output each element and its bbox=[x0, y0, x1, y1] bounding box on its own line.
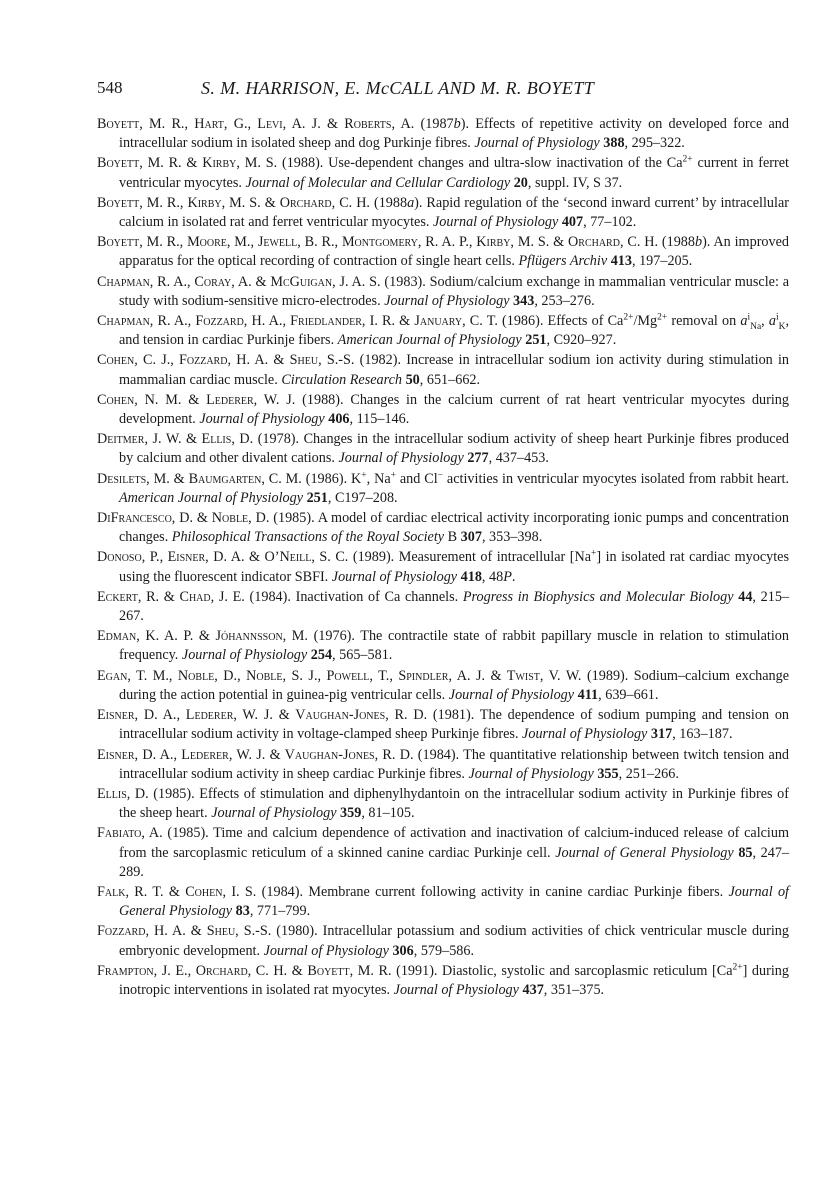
reference-authors: Edman, K. A. P. & Jóhannsson, M. bbox=[97, 628, 308, 645]
reference-text: (1986). K bbox=[301, 470, 362, 487]
reference-text: , 437–453. bbox=[488, 450, 549, 467]
subscript: Na bbox=[750, 321, 762, 332]
reference-text: (1988). Use-dependent changes and ultra-slow inactivation of the Ca bbox=[277, 155, 683, 172]
reference-text: ). Rapid regulation of the ‘second inward current’ by intracellular calcium in isolated rat and ferret ventricular myocytes. bbox=[119, 194, 789, 231]
reference-entry bbox=[97, 883, 789, 921]
reference-text: (1980). Intracellular potassium and sodium activities of chick ventricular muscle during embryonic development. bbox=[119, 923, 789, 959]
reference-volume: 437 bbox=[522, 981, 544, 998]
reference-text: (1985). Time and calcium dependence of activation and inactivation of calcium-induced release of calcium from the sarcoplasmic reticulum of a skinned canine cardiac Purkinje cell. bbox=[119, 825, 789, 861]
reference-journal: Journal of General Physiology bbox=[555, 844, 734, 861]
reference-entry bbox=[97, 627, 789, 665]
reference-text: and Cl bbox=[395, 470, 438, 487]
reference-entry bbox=[97, 351, 789, 389]
reference-journal: a bbox=[768, 313, 776, 330]
reference-authors: Boyett, M. R., Hart, G., Levi, A. J. & Roberts, A. bbox=[97, 116, 415, 132]
reference-volume: 418 bbox=[460, 568, 482, 585]
reference-text: (1984). Membrane current following activity in canine cardiac Purkinje fibers. bbox=[256, 883, 729, 900]
reference-entry bbox=[97, 962, 789, 1000]
reference-journal: Journal of Physiology bbox=[432, 214, 559, 231]
page-header bbox=[97, 78, 787, 106]
reference-text: (1976). The contractile state of rabbit papillary muscle in relation to stimulation frequency. bbox=[119, 628, 789, 664]
superscript: 2+ bbox=[623, 312, 634, 323]
reference-text: (1989). Measurement of intracellular [Na bbox=[348, 549, 591, 566]
reference-text: , 353–398. bbox=[481, 529, 543, 546]
reference-volume: 50 bbox=[405, 371, 420, 388]
reference-journal: a bbox=[407, 194, 415, 211]
reference-text: (1984). The quantitative relationship between twitch tension and intracellular sodium activity in sheep cardiac Purkinje fibres. bbox=[119, 746, 790, 782]
reference-volume: 406 bbox=[328, 411, 350, 428]
reference-volume: 44 bbox=[738, 588, 753, 605]
reference-volume: 251 bbox=[525, 332, 547, 349]
reference-volume: 20 bbox=[513, 174, 528, 191]
reference-text: , 639–661. bbox=[598, 686, 659, 703]
page-number: 548 bbox=[97, 78, 123, 97]
reference-text: , suppl. IV, S 37. bbox=[527, 174, 623, 191]
reference-text: , C920–927. bbox=[546, 332, 617, 349]
reference-volume: 85 bbox=[738, 844, 753, 861]
reference-text: ). Effects of repetitive activity on developed force and intracellular sodium in isolated sheep and dog Purkinje fibres. bbox=[119, 116, 789, 152]
reference-entry bbox=[97, 430, 789, 468]
reference-text: , 215–267. bbox=[119, 588, 790, 625]
reference-text: (1985). A model of cardiac electrical activity incorporating ionic pumps and concentration changes. bbox=[119, 510, 789, 546]
subscript: K bbox=[778, 321, 786, 332]
reference-authors: Chapman, R. A., Fozzard, H. A., Friedlander, I. R. & January, C. T. bbox=[97, 313, 498, 330]
reference-text: , 81–105. bbox=[361, 805, 415, 822]
reference-text: (1982). Increase in intracellular sodium ion activity during stimulation in mammalian cardiac muscle. bbox=[119, 352, 789, 388]
reference-journal: P bbox=[503, 568, 512, 585]
reference-journal: Journal of Physiology bbox=[468, 765, 594, 782]
reference-volume: 343 bbox=[513, 292, 535, 309]
superscript: i bbox=[747, 312, 751, 323]
reference-text: ] during inotropic interventions in isolated rat myocytes. bbox=[119, 962, 789, 998]
superscript: 2+ bbox=[732, 962, 743, 972]
reference-text: , 253–276. bbox=[534, 292, 595, 309]
reference-text: , 565–581. bbox=[332, 647, 393, 664]
reference-entry bbox=[97, 470, 789, 508]
reference-text: activities in ventricular myocytes isolated from rabbit heart. bbox=[443, 470, 789, 487]
reference-text: , 351–375. bbox=[543, 981, 605, 998]
reference-entry bbox=[97, 154, 789, 192]
reference-authors: Desilets, M. & Baumgarten, C. M. bbox=[97, 470, 302, 487]
reference-journal: Philosophical Transactions of the Royal Society bbox=[171, 529, 445, 546]
reference-text: , 771–799. bbox=[249, 903, 311, 920]
superscript: + bbox=[361, 469, 367, 480]
reference-journal: Journal of Physiology bbox=[211, 805, 337, 822]
reference-volume: 317 bbox=[650, 726, 673, 743]
reference-text: (1986). Effects of Ca bbox=[497, 313, 624, 330]
reference-text: , 48 bbox=[481, 568, 504, 585]
reference-journal: Journal of Physiology bbox=[263, 942, 389, 959]
reference-journal: Journal of Molecular and Cellular Cardiology bbox=[245, 174, 511, 191]
reference-volume: 251 bbox=[306, 489, 328, 506]
reference-entry bbox=[97, 588, 789, 626]
reference-text: (1988). Changes in the calcium current of rat heart ventricular myocytes during development. bbox=[119, 391, 789, 428]
reference-authors: Cohen, C. J., Fozzard, H. A. & Sheu, S.-S. bbox=[97, 352, 355, 369]
reference-journal: Journal of Physiology bbox=[181, 647, 308, 664]
reference-authors: Boyett, M. R., Moore, M., Jewell, B. R., Montgomery, R. A. P., Kirby, M. S. & Orchard, C. H. bbox=[97, 234, 659, 251]
reference-entry bbox=[97, 706, 789, 744]
reference-authors: Fozzard, H. A. & Sheu, S.-S. bbox=[97, 923, 272, 940]
reference-entry bbox=[97, 233, 789, 271]
reference-authors: Eisner, D. A., Lederer, W. J. & Vaughan-Jones, R. D. bbox=[97, 707, 428, 724]
reference-journal: Journal of Physiology bbox=[448, 686, 575, 703]
reference-text: , C197–208. bbox=[327, 489, 398, 506]
reference-text: ). An improved apparatus for the optical recording of contraction of single heart cells. bbox=[119, 234, 789, 270]
reference-text: , 651–662. bbox=[419, 371, 481, 388]
reference-entry bbox=[97, 312, 789, 350]
reference-volume: 359 bbox=[340, 805, 362, 822]
superscript: + bbox=[390, 469, 396, 480]
reference-text: (1989). Sodium–calcium exchange during the action potential in guinea-pig ventricular cells. bbox=[119, 667, 789, 703]
reference-journal: American Journal of Physiology bbox=[337, 332, 522, 349]
superscript: 2+ bbox=[657, 312, 668, 323]
superscript: i bbox=[775, 312, 779, 323]
reference-text: . bbox=[511, 568, 516, 585]
reference-text: , 579–586. bbox=[413, 942, 475, 959]
reference-text: (1981). The dependence of sodium pumping and tension on intracellular sodium activity in voltage-clamped sheep Purkinje fibres. bbox=[119, 707, 790, 743]
reference-entry bbox=[97, 824, 789, 882]
reference-text: , 295–322. bbox=[624, 135, 685, 152]
reference-text: , 163–187. bbox=[672, 726, 733, 743]
reference-authors: Chapman, R. A., Coray, A. & McGuigan, J. A. S. bbox=[97, 273, 381, 290]
reference-authors: Deitmer, J. W. & Ellis, D. bbox=[97, 431, 254, 448]
reference-text: removal on bbox=[667, 313, 741, 330]
reference-text: current in ferret ventricular myocytes. bbox=[119, 155, 789, 191]
reference-authors: Boyett, M. R. & Kirby, M. S. bbox=[97, 155, 278, 172]
reference-text: , and tension in cardiac Purkinje fibers. bbox=[119, 313, 790, 349]
reference-journal: Progress in Biophysics and Molecular Biology bbox=[462, 588, 734, 605]
reference-journal: Journal of Physiology bbox=[331, 568, 458, 585]
reference-text: , bbox=[761, 313, 769, 330]
reference-journal: Journal of Physiology bbox=[522, 726, 648, 743]
superscript: + bbox=[591, 548, 597, 559]
reference-authors: DiFrancesco, D. & Noble, D. bbox=[97, 510, 270, 527]
reference-entry bbox=[97, 115, 789, 153]
reference-volume: 254 bbox=[310, 647, 333, 664]
reference-volume: 413 bbox=[610, 253, 632, 270]
reference-journal: Journal of Physiology bbox=[384, 292, 510, 309]
reference-journal: Journal of Physiology bbox=[393, 981, 519, 998]
reference-entry bbox=[97, 194, 789, 232]
reference-text: , Na bbox=[366, 470, 391, 487]
reference-text: , 77–102. bbox=[583, 214, 637, 231]
reference-text: (1987 bbox=[414, 116, 454, 132]
reference-journal: American Journal of Physiology bbox=[119, 489, 304, 506]
reference-authors: Frampton, J. E., Orchard, C. H. & Boyett, M. R. bbox=[97, 962, 392, 979]
reference-authors: Eckert, R. & Chad, J. E. bbox=[97, 588, 245, 605]
reference-journal: Journal of Physiology bbox=[474, 135, 600, 152]
reference-text: , 251–266. bbox=[618, 765, 679, 782]
reference-text: (1983). Sodium/calcium exchange in mammalian ventricular muscle: a study with sodium-sensitive micro-electrodes. bbox=[119, 273, 790, 309]
reference-text: (1988 bbox=[658, 234, 695, 251]
reference-authors: Fabiato, A. bbox=[97, 825, 163, 842]
reference-volume: 277 bbox=[467, 450, 489, 467]
reference-text: ] in isolated rat cardiac myocytes using the fluorescent indicator SBFI. bbox=[119, 549, 789, 585]
reference-journal: Circulation Research bbox=[281, 371, 403, 388]
superscript: 2+ bbox=[682, 154, 693, 165]
reference-text: B bbox=[444, 529, 461, 546]
reference-journal: Journal of Physiology bbox=[199, 411, 325, 428]
reference-text: , 115–146. bbox=[349, 411, 410, 428]
reference-authors: Donoso, P., Eisner, D. A. & O’Neill, S. C. bbox=[97, 549, 349, 566]
reference-authors: Egan, T. M., Noble, D., Noble, S. J., Powell, T., Spindler, A. J. & Twist, V. W. bbox=[97, 667, 582, 684]
reference-authors: Ellis, D. bbox=[97, 785, 149, 802]
reference-journal: b bbox=[453, 116, 461, 132]
reference-text: (1984). Inactivation of Ca channels. bbox=[244, 588, 463, 605]
reference-volume: 407 bbox=[561, 214, 584, 231]
reference-volume: 411 bbox=[577, 686, 599, 703]
reference-text: /Mg bbox=[633, 313, 658, 330]
reference-text: , 247–289. bbox=[119, 844, 790, 880]
reference-text: (1988 bbox=[369, 194, 408, 211]
reference-text: (1985). Effects of stimulation and diphenylhydantoin on the intracellular sodium activity in Purkinje fibres of the sheep heart. bbox=[119, 785, 789, 822]
reference-entry bbox=[97, 922, 789, 960]
reference-entry bbox=[97, 273, 789, 311]
reference-list bbox=[97, 115, 789, 1001]
reference-volume: 307 bbox=[460, 529, 482, 546]
reference-journal: a bbox=[740, 313, 748, 330]
reference-entry bbox=[97, 548, 789, 586]
reference-authors: Boyett, M. R., Kirby, M. S. & Orchard, C. H. bbox=[97, 194, 370, 211]
reference-volume: 388 bbox=[603, 135, 625, 152]
reference-entry bbox=[97, 391, 789, 429]
reference-text: , 197–205. bbox=[631, 253, 693, 270]
reference-text: (1991). Diastolic, systolic and sarcoplasmic reticulum [Ca bbox=[391, 962, 733, 979]
superscript: − bbox=[437, 469, 444, 480]
running-head: S. M. HARRISON, E. McCALL AND M. R. BOYETT bbox=[201, 78, 595, 98]
reference-journal: Pflügers Archiv bbox=[518, 253, 608, 270]
reference-journal: b bbox=[694, 234, 703, 251]
reference-volume: 83 bbox=[235, 903, 250, 920]
reference-authors: Eisner, D. A., Lederer, W. J. & Vaughan-Jones, R. D. bbox=[97, 746, 414, 763]
reference-text: (1978). Changes in the intracellular sodium activity of sheep heart Purkinje fibres produced by calcium and other divalent cations. bbox=[119, 431, 789, 467]
reference-journal: Journal of Physiology bbox=[338, 450, 464, 467]
reference-entry bbox=[97, 785, 789, 823]
reference-journal: Journal of General Physiology bbox=[119, 883, 789, 920]
reference-volume: 355 bbox=[597, 765, 619, 782]
reference-authors: Cohen, N. M. & Lederer, W. J. bbox=[97, 391, 296, 408]
reference-entry bbox=[97, 746, 789, 784]
reference-authors: Falk, R. T. & Cohen, I. S. bbox=[97, 883, 257, 900]
reference-entry bbox=[97, 667, 789, 705]
reference-entry bbox=[97, 509, 789, 547]
reference-volume: 306 bbox=[392, 942, 414, 959]
